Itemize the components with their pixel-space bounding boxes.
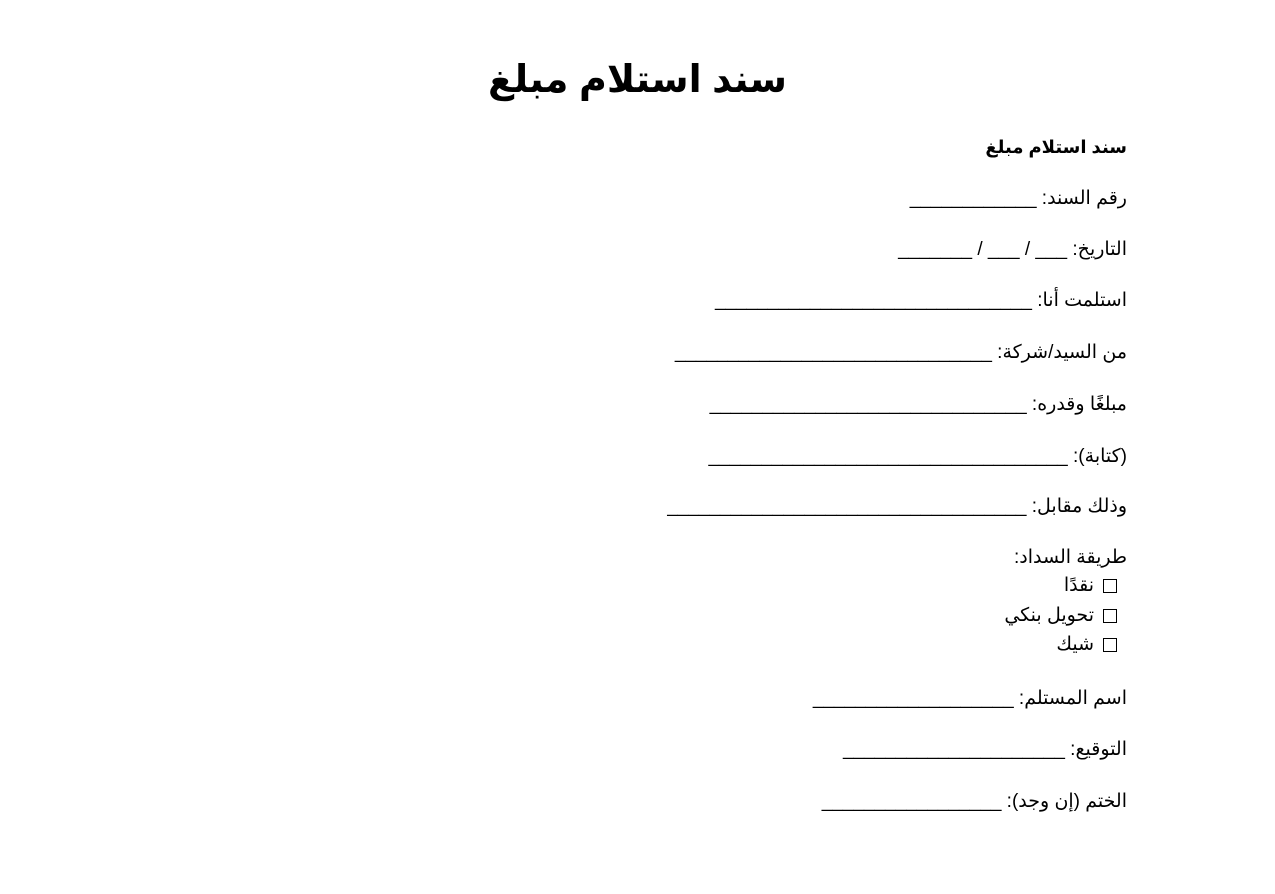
receipt-number-field[interactable]: رقم السند: ____________ — [909, 188, 1127, 209]
document-title: سند استلام مبلغ — [487, 59, 788, 101]
payment-option-label: تحويل بنكي — [1004, 605, 1094, 626]
from-field[interactable]: من السيد/شركة: ______________________________ — [674, 342, 1127, 363]
payment-option-cheque[interactable] — [1056, 633, 1117, 657]
checkbox-icon[interactable] — [1103, 638, 1117, 652]
amount-words-field[interactable]: (كتابة): __________________________________ — [708, 446, 1127, 467]
payment-method-label: طريقة السداد: — [1014, 547, 1127, 568]
payment-option-bank-transfer[interactable] — [1004, 604, 1117, 628]
received-by-field[interactable]: استلمت أنا: ______________________________ — [714, 290, 1127, 311]
form-subtitle: سند استلام مبلغ — [985, 137, 1127, 157]
purpose-field[interactable]: وذلك مقابل: __________________________________ — [667, 496, 1127, 517]
payment-option-cash[interactable] — [1064, 574, 1117, 598]
checkbox-icon[interactable] — [1103, 579, 1117, 593]
payment-option-label: نقدًا — [1063, 575, 1094, 596]
stamp-field[interactable]: الختم (إن وجد): _________________ — [821, 791, 1127, 812]
amount-field[interactable]: مبلغًا وقدره: ______________________________ — [709, 394, 1127, 415]
recipient-name-field[interactable]: اسم المستلم: ___________________ — [812, 688, 1127, 709]
date-field[interactable]: التاريخ: ___ / ___ / _______ — [898, 239, 1127, 260]
signature-field[interactable]: التوقيع: _____________________ — [842, 739, 1127, 760]
payment-option-label: شيك — [1056, 634, 1094, 655]
checkbox-icon[interactable] — [1103, 609, 1117, 623]
